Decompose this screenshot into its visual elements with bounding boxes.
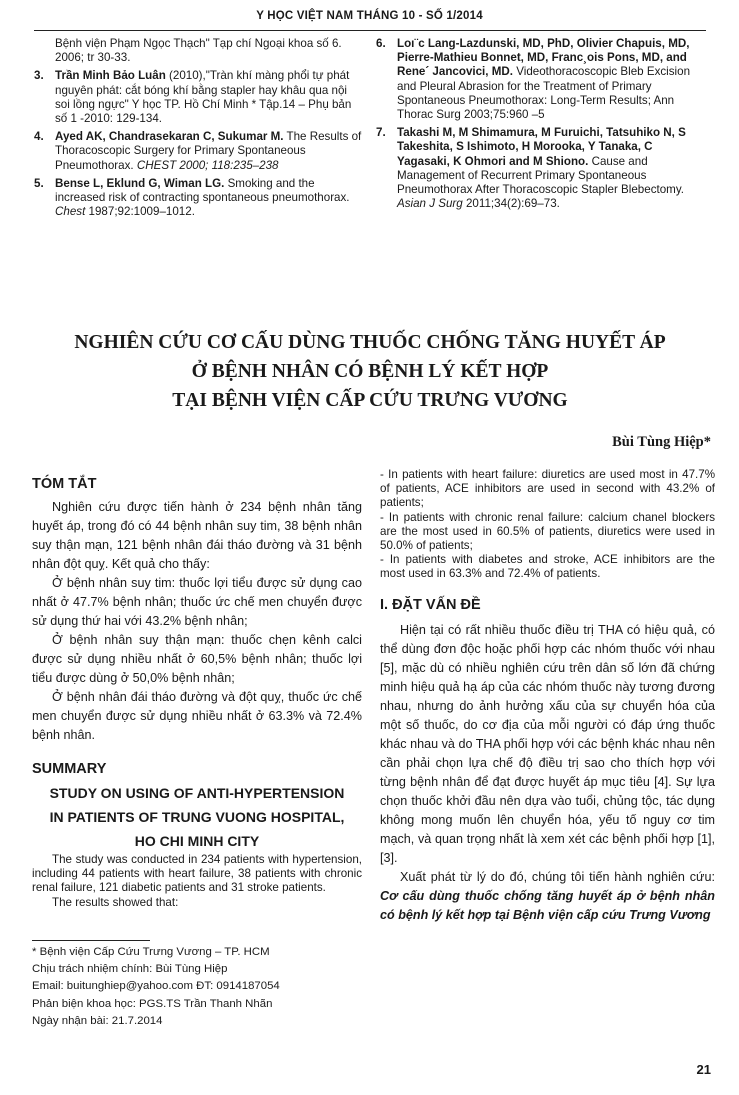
reference-journal: Chest: [55, 205, 86, 219]
reference-text: Cause and Management of Recurrent Primary Spontaneous Pneumothorax After Thoracoscopic Stapler Blebectomy.: [397, 154, 684, 197]
footnote-divider: [32, 940, 150, 941]
article-author: Bùi Tùng Hiệp*: [612, 434, 711, 450]
reference-text: Bệnh viện Phạm Ngọc Thạch" Tạp chí Ngoại khoa số 6. 2006; tr 30-33.: [55, 37, 342, 65]
footnote-line: Chịu trách nhiệm chính: Bùi Tùng Hiệp: [32, 963, 228, 976]
abstract-paragraph: Ở bệnh nhân đái tháo đường và đột quỵ, thuốc ức chế men chuyển được sử dụng nhiều nhất ở 63.3% và 72.4% bệnh nhân.: [32, 690, 362, 742]
running-header: Y HỌC VIỆT NAM THÁNG 10 - SỐ 1/2014: [256, 10, 483, 22]
reference-tail: 1987;92:1009–1012.: [88, 205, 195, 219]
introduction-heading: I. ĐẶT VẤN ĐỀ: [380, 596, 481, 613]
footnote-line: Phản biện khoa học: PGS.TS Trần Thanh Nhãn: [32, 997, 273, 1010]
reference-number: 4.: [34, 130, 44, 144]
article-title: [40, 328, 700, 415]
summary-heading: SUMMARY: [32, 761, 107, 777]
footnotes: [32, 944, 362, 1030]
reference-authors: Ayed AK, Chandrasekaran C, Sukumar M.: [55, 130, 284, 144]
reference-authors: Bense L, Eklund G, Wiman LG.: [55, 176, 225, 190]
reference-item: [376, 126, 706, 211]
references-left: [34, 37, 364, 223]
reference-text: The Results of Thoracoscopic Surgery for Primary Spontaneous Pneumothorax.: [55, 130, 362, 172]
abstract-heading: TÓM TẮT: [32, 476, 97, 492]
right-column: [380, 468, 715, 925]
page-number: 21: [696, 1062, 711, 1077]
reference-journal: CHEST 2000; 118:235–238: [136, 158, 279, 172]
abstract-paragraph: Ở bệnh nhân suy tim: thuốc lợi tiểu được sử dụng cao nhất ở 47.7% bệnh nhân; thuốc ức chế men chuyển được sử dụng thứ hai với 43.2% bệnh nhân;: [32, 576, 362, 628]
summary-title: [32, 781, 362, 853]
reference-item: [376, 37, 706, 122]
study-title-emphasis: Cơ cấu dùng thuốc chống tăng huyết áp ở bệnh nhân có bệnh lý kết hợp tại Bệnh viện cấp cứu Trưng Vương: [380, 888, 715, 922]
footnote-email: Email: buitunghiep@yahoo.com ĐT: 0914187054: [32, 980, 280, 993]
footnote-line: Ngày nhận bài: 21.7.2014: [32, 1014, 163, 1027]
left-column: [32, 474, 362, 910]
reference-number: 6.: [376, 37, 386, 50]
footnote-line: * Bệnh viện Cấp Cứu Trưng Vương – TP. HCM: [32, 946, 270, 958]
reference-number: 7.: [376, 126, 386, 140]
reference-item: [34, 130, 364, 173]
reference-journal: Asian J Surg: [397, 197, 463, 211]
header-divider: [34, 30, 706, 31]
article-title-line: Ở BỆNH NHÂN CÓ BỆNH LÝ KẾT HỢP: [191, 361, 549, 382]
abstract-paragraph: Nghiên cứu được tiến hành ở 234 bệnh nhân tăng huyết áp, trong đó có 44 bệnh nhân suy tim, 38 bệnh nhân suy thận mạn, 121 bệnh nhân đái tháo đường và 31 bệnh nhân đột quỵ. Kết quả cho thấy:: [32, 500, 362, 571]
reference-item: [34, 177, 364, 220]
reference-tail: 2011;34(2):69–73.: [465, 197, 560, 211]
reference-text: Videothoracoscopic Bleb Excision and Pleural Abrasion for the Treatment of Primary Spontaneous Pneumothorax: Long-Term Results; Ann Thorac Surg 2003;75:960 –5: [397, 65, 691, 122]
article-title-line: TẠI BỆNH VIỆN CẤP CỨU TRƯNG VƯƠNG: [172, 390, 568, 411]
summary-title-line: IN PATIENTS OF TRUNG VUONG HOSPITAL,: [49, 809, 345, 825]
article-title-line: NGHIÊN CỨU CƠ CẤU DÙNG THUỐC CHỐNG TĂNG HUYẾT ÁP: [74, 332, 666, 353]
summary-title-line: HO CHI MINH CITY: [134, 833, 260, 849]
introduction-lead: Xuất phát từ lý do đó, chúng tôi tiến hành nghiên cứu:: [400, 869, 715, 884]
reference-authors: Loı¨c Lang-Lazdunski, MD, PhD, Olivier Chapuis, MD, Pierre-Mathieu Bonnet, MD, Franc¸ois Pons, MD, and Rene´ Jancovici, MD.: [397, 37, 690, 79]
introduction-paragraph: Hiện tại có rất nhiều thuốc điều trị THA có hiệu quả, có thể dùng đơn độc hoặc phối hợp các nhóm thuốc với nhau [5], mặc dù có nhiều nghiên cứu trên dân số lớn đã chứng minh hiệu quả hạ áp của các nhóm thuốc này tương đương nhau, nhưng do ảnh hưởng xấu của sự chuyển hóa của một số thuốc, do cơ địa của mỗi người có đáp ứng thuốc khác nhau và do THA phối hợp với các bệnh khác nhau nên cần phải chọn lựa chế độ điều trị sao cho thích hợp với từng bệnh nhân để đạt được huyết áp mục tiêu [4]. Sự lựa chọn thuốc khởi đầu nên dựa vào tuổi, chủng tộc, tác dụng không mong muốn lên chuyển hóa, yếu tố nguy cơ tim mạch, và quan trọng nhất là xem xét các bệnh phối hợp [1], [3].: [380, 622, 715, 865]
summary-result-item: - In patients with chronic renal failure: calcium chanel blockers are the most used in 60.5% of patients, diuretics were used in 50.0% of patients;: [380, 510, 715, 553]
reference-text: Smoking and the increased risk of contracting spontaneous pneumothorax.: [55, 176, 350, 205]
reference-item: [34, 37, 364, 65]
reference-authors: Trần Minh Bảo Luân: [55, 69, 166, 83]
reference-number: 3.: [34, 69, 44, 83]
introduction-paragraph: [380, 868, 715, 925]
reference-item: [34, 69, 364, 126]
references-right: [376, 37, 706, 215]
summary-paragraph: The study was conducted in 234 patients with hypertension, including 44 patients with heart failure, 38 patients with chronic renal failure, 121 diabetic patients and 31 stroke patients.: [32, 853, 362, 895]
summary-result-item: - In patients with diabetes and stroke, ACE inhibitors are the most used in 63.3% and 72.4% of patients.: [380, 553, 715, 581]
reference-authors: Takashi M, M Shimamura, M Furuichi, Tatsuhiko N, S Takeshita, S Ishimoto, H Morooka, Y Tanaka, C Yagasaki, K Ohmori and M Shiono.: [397, 126, 686, 168]
reference-text: (2010),"Tràn khí màng phổi tự phát nguyên phát: cắt bóng khí bằng stapler hay khâu qua nội soi lồng ngực" Y học TP. Hồ Chí Minh * Tập.14 – Phụ bản số 1 -2010: 129-134.: [55, 69, 352, 126]
summary-results-list: [380, 468, 715, 582]
reference-number: 5.: [34, 176, 44, 190]
summary-result-item: - In patients with heart failure: diuretics are used most in 47.7% of patients, ACE inhibitors are used in second with 43.2% of patients;: [380, 468, 715, 510]
summary-paragraph: The results showed that:: [52, 895, 179, 909]
summary-title-line: STUDY ON USING OF ANTI-HYPERTENSION: [49, 785, 345, 801]
abstract-paragraph: Ở bệnh nhân suy thận mạn: thuốc chẹn kênh calci được sử dụng nhiều nhất ở 60,5% bệnh nhân; thuốc lợi tiểu được dùng ở 50,0% bệnh nhân;: [32, 633, 362, 685]
